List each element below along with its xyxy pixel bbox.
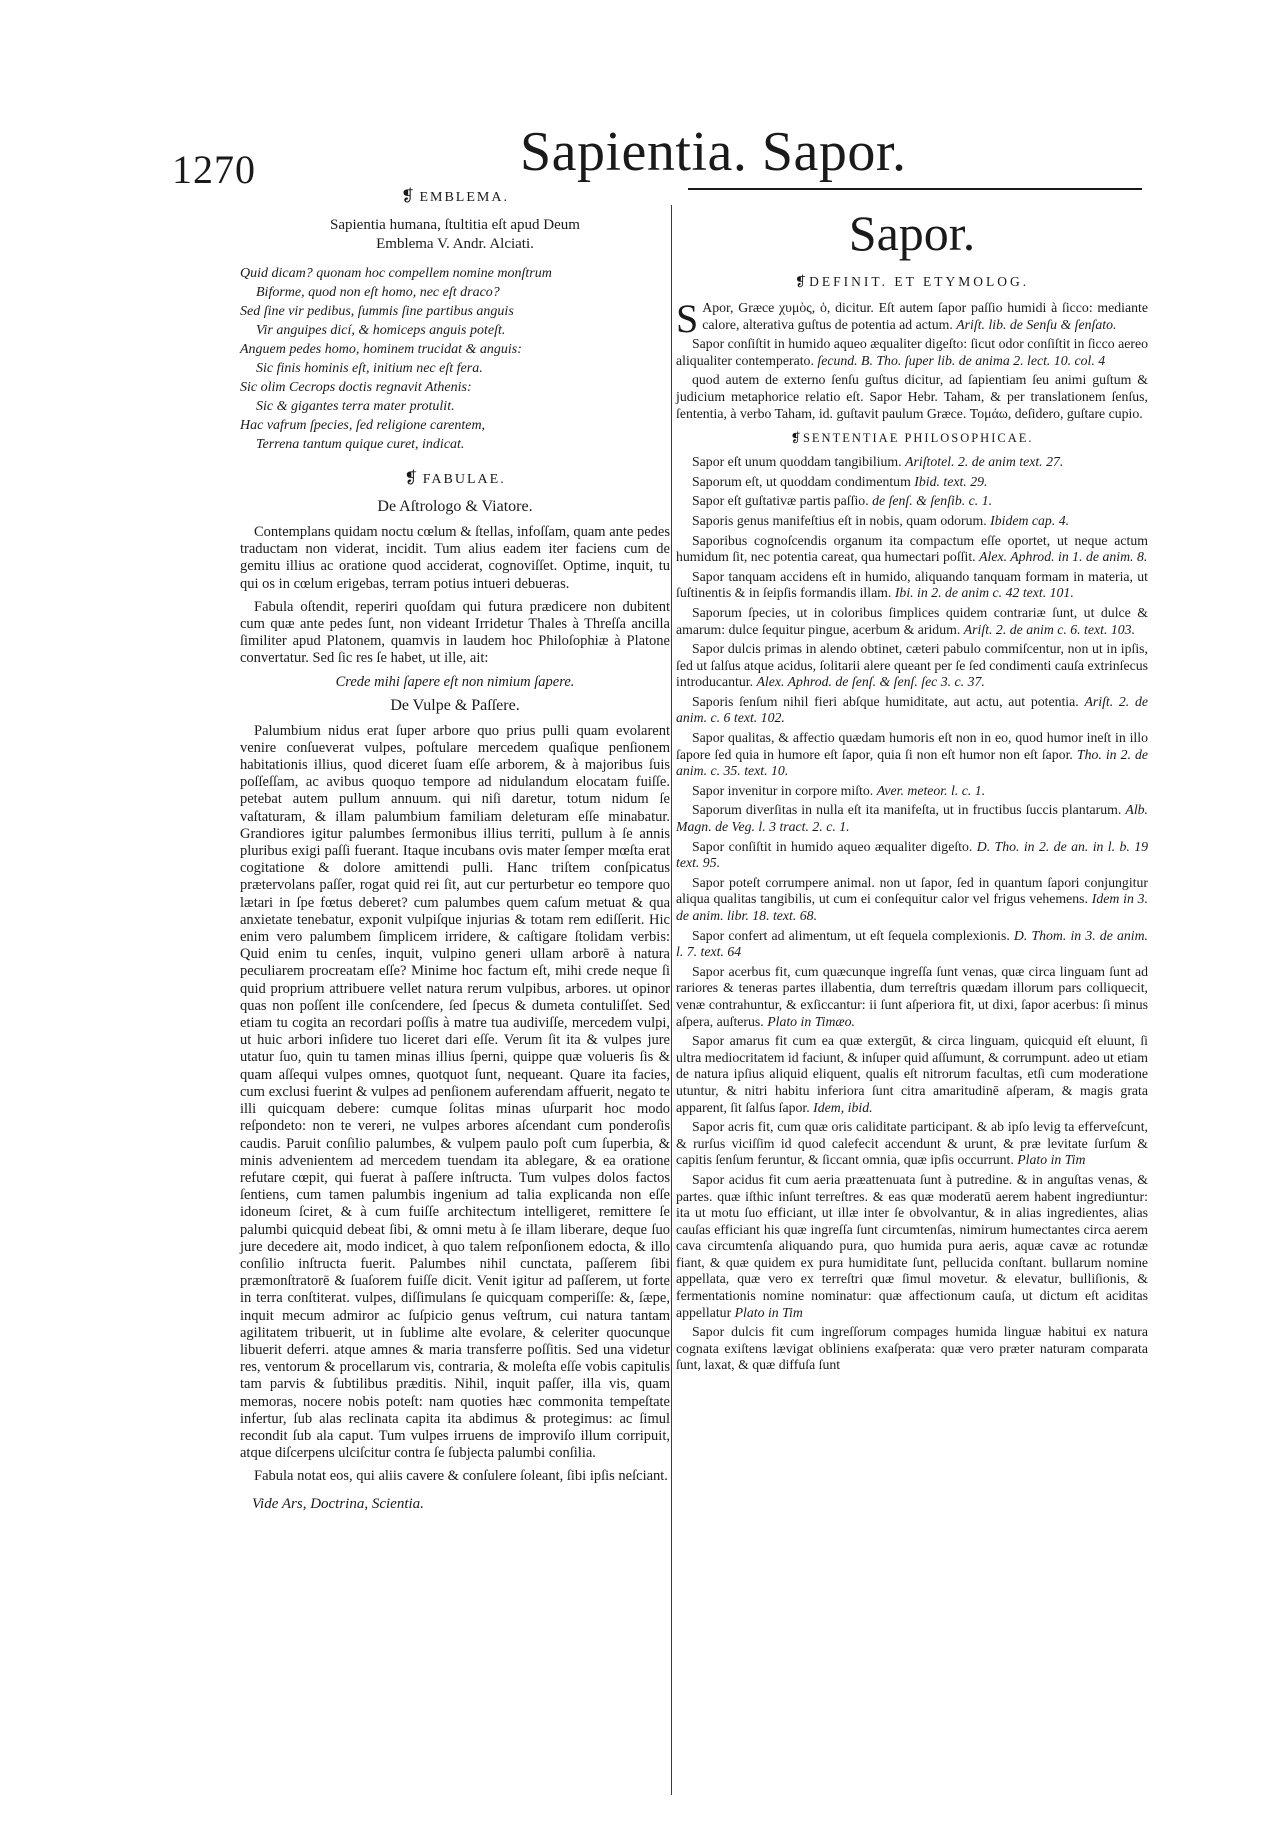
sententia-paragraph: [676, 1324, 1148, 1374]
fable-title: De Vulpe & Paſſere.: [390, 696, 520, 714]
citation: Aver. meteor. l. c. 1.: [876, 782, 986, 798]
emblema-heading: ❡ EMBLEMA.: [401, 188, 509, 205]
paragraph-text: Saporum diverſitas in nulla eſt ita manifeſta, ut in fructibus ſuccis plantarum.: [692, 802, 1122, 818]
sententia-paragraph: [676, 875, 1148, 925]
sententia-paragraph: [676, 493, 1148, 510]
citation: Idem, ibid.: [813, 1099, 873, 1115]
citation: Ibid. text. 29.: [914, 473, 988, 489]
citation: Idem in 3. de anim. libr. 18. text. 68.: [676, 891, 1149, 923]
pilcrow-icon: ❡: [794, 274, 810, 289]
citation: Tho. in 2. de anim. c. 35. text. 10.: [676, 746, 1148, 779]
pilcrow-icon: ❡: [790, 431, 803, 446]
emblema-title-line: Emblema V. Andr. Alciati.: [376, 236, 534, 252]
sententia-paragraph: [676, 474, 1148, 491]
fable-moral: Fabula oſtendit, reperiri quoſdam qui futura prædicere non dubitent cum quæ ante pedes ſunt, non videant Irridetur Thales à Threſſa ancilla ſimiliter apud Platonem, quamvis in laudem hoc Philoſophiæ à Platone convertatur. Sed ſic res ſe habet, ut ille, ait:: [240, 598, 670, 667]
sententia-paragraph: [676, 605, 1148, 638]
running-head: Sapientia. Sapor.: [520, 121, 907, 183]
verse-line: Quid dicam? quonam hoc compellem nomine monſtrum: [240, 266, 552, 281]
verse-line: Biforme, quod non eſt homo, nec eſt draco?: [256, 285, 500, 300]
paragraph-text: Sapor dulcis primas in alendo obtinet, cæteri pabulo commiſcentur, non ut in ipſis, ſed ut ſalſus atque acidus, ſolitarii alere queant per ſe ſed condimenti cauſa extrinſecus introducantur.: [676, 641, 1148, 690]
verse-line: Anguem pedes homo, hominem trucidat & anguis:: [240, 342, 522, 357]
drop-cap: S: [676, 296, 699, 341]
paragraph-text: Sapor conſiſtit in humido aqueo æqualiter digeſto.: [692, 838, 973, 854]
emblema-title: [240, 216, 670, 254]
citation: Alex. Aphrod. in 1. de anim. 8.: [979, 549, 1148, 565]
citation: Plato in Tim: [734, 1304, 803, 1320]
sententia-paragraph: [676, 641, 1148, 691]
verse-line: Sic finis hominis eſt, initium nec eſt fera.: [256, 361, 483, 376]
definition-paragraph: [676, 296, 1148, 341]
citation: de ſenſ. & ſenſib. c. 1.: [872, 493, 993, 509]
fable-paragraph: Palumbium nidus erat ſuper arbore quo prius pulli quam evolarent venire conſueverat vulpes, poſtulare mercedem quaſique penſionem habitationis illius, quod diceret ſuam eſſe arborem, & à majoribus ſuis poſſeſſam, ac avibus quoquo tempore ad nidulandum elocatam fuiſſe. petebat autem pullum annuum. qui niſi daretur, totum nidum ſe vaſtaturam, & illam palumbium familiam deleturam eſſe minabatur. Grandiores igitur palumbes ſermonibus illius territi, pullum à ſe annis pluribus exigi paſſi fuerant. Itaque incubans ovis mater ſemper mœſta erat cogitatione & dolore amittendi pulli. Hanc triſtem conſpicatus prætervolans paſſer, rogat quid rei ſit, aut cur perturbetur eo tempore quo lætari in ſpe fœtus deberet? cum palumbes quem caſum metuat & qua anxietate tenebatur, exponit vulpiſque injurias & totam rem ediſſerit. Hic enim vero palumbem ſimplicem irridere, & caſtigare ſtolidam verbis: Quid enim tu cenſes, inquit, vulpino generi ullam arborē à natura peculiarem procreatam eſſe? Minime hoc factum eſt, mihi crede neque ſi quid proprium attribuere vellet natura rerum vulpibus, arbores. ut opinor quas non poſſent ille conſcendere, ſed ſpecus & dumeta contuliſſet. Sed etiam tu cogita an recordari poſſis à matre tua audiviſſe, mercedem vulpi, ut huic arbori inſidere tuo liceret dari eſſe. Verum ſit ita & vulpes jure utatur ſuo, quin tu tamen minas illius ſperni, quippe quæ volueris ſis & quam aſſequi vulpes omnes, quotquot ſunt, nequeant. Quare ita facies, cum exclusi fuerint & vulpes ad penſionem auferendam affuerit, negato te illi quicquam debere: cumque ſolitas minas uſurparit hoc modo reſpondeto: non te vereri, ne vulpes arbores aſcendant cum ponderoſis caudis. Paruit conſilio palumbes, & vulpem paulo poſt cum ſuperbia, & minis advenientem ad mercedem tuendam ita ablegare, & ea oratione refutare cœpit, qui fuerat à paſſere inſtructa. Tum vulpes dolos factos ſentiens, cum tamen palumbis ingenium ad talia explicanda non eſſe idoneum ſciret, & à cum fuiſſe architectum intelligeret, remittere ſe palumbi quicquid debeat ſibi, & omni metu à ſe illam liberare, deque ſuo jure decedere ait, modo indicet, à quo talem reſponſionem edocta, & illo conſilio inſtructa fuerit. Palumbes nihil cunctata, paſſerem ſibi præmonſtratorē & ſuaſorem fuiſſe dicit. Venit igitur ad paſſerem, ut forte in terra conſtiterat. vulpes, diſſimulans ſe quicquam comperiſſe: &, ſæpe, inquit mecum admiror ac ſuſpicio genus veſtrum, cui natura tantam agilitatem tribuerit, ut in ſublime alte evolare, & celeriter quocunque libuerit deferri. atque amnes & maria transferre poſſitis. Sed una videtur res, ventorum & procellarum vis, contraria, & moleſta eſſe vobis capitulis tam parvis & ſubtilibus præditis. Nihil, inquit paſſer, illa vis, quam memoras, nocere nobis poteſt: nam quoties hæc commonita tempeſtate infertur, ſub alas reclinata capita ita abdimus & protegimus: ac ſimul recondit ſub ala caput. Tum vulpes irruens de improviſo illum corripuit, atque diſcerpens ulciſcitur contra ſe ſubjecta palumbi conſilia.: [240, 722, 670, 1462]
sententia-paragraph: [676, 1172, 1148, 1321]
sententia-paragraph: [676, 964, 1148, 1030]
paragraph-text: Sapor poteſt corrumpere animal. non ut ſapor, ſed in quantum ſapori conjungitur aliqua qualitas tangibilis, ut cum ei conſequitur calor vel frigus vehemens.: [676, 874, 1148, 907]
paragraph-text: Sapor dulcis fit cum ingreſſorum compages humida linguæ habitui ex natura cognata exiſtens lævigat obliniens exaſperata: quæ vero præter naturam comparata ſunt, laxat, & quæ diffuſa ſunt: [676, 1324, 1148, 1373]
emblema-verse: [240, 264, 670, 454]
sententia-paragraph: [676, 513, 1148, 530]
citation: Plato in Timæo.: [767, 1013, 855, 1029]
paragraph-text: Saporis genus manifeſtius eſt in nobis, quam odorum.: [692, 512, 987, 528]
verse-line: Sed ſine vir pedibus, ſummis ſine partibus anguis: [240, 304, 514, 319]
sententia-paragraph: [676, 928, 1148, 961]
sententia-paragraph: [676, 1119, 1148, 1169]
paragraph-text: Sapor eſt guſtativæ partis paſſio.: [692, 493, 869, 509]
column-divider: [671, 205, 672, 1795]
sententia-paragraph: [676, 533, 1148, 566]
sententiae-section: [676, 454, 1148, 1374]
fable-paragraph: Contemplans quidam noctu cœlum & ſtellas, infoſſam, quam ante pedes traductam non viderat, incidit. Tum alius eadem iter faciens cum de gemitu illius ac oratione quod acciderat, cognoviſſet. Optime, inquit, tu qui os in cœlum erigebas, terram potius intueri debueras.: [240, 524, 670, 592]
citation: Alb. Magn. de Veg. l. 3 tract. 2. c. 1.: [676, 802, 1148, 835]
paragraph-text: Saporum eſt, ut quoddam condimentum: [692, 473, 911, 489]
verse-line: Hac vafrum ſpecies, ſed religione carentem,: [240, 418, 486, 433]
citation: Ariſtotel. 2. de anim text. 27.: [905, 454, 1064, 470]
paragraph-text: Saporum ſpecies, ut in coloribus ſimplices quidem contrariæ ſunt, ut dulce & amarum: dulce ſequitur pingue, acerbum & aridum.: [676, 604, 1148, 637]
verse-line: Vir anguipes dicí, & homiceps anguis poteſt.: [256, 323, 506, 338]
fabulae-heading: ❡ FABULAE.: [404, 470, 506, 487]
citation: Ibi. in 2. de anim c. 42 text. 101.: [894, 585, 1074, 601]
paragraph-text: Sapor conſiſtit in humido aqueo æqualiter digeſto: ſicut odor conſiſtit in ſicco aereo aliqualiter contemperato.: [676, 336, 1148, 368]
motto: Crede mihi ſapere eſt non nimium ſapere.: [335, 673, 575, 690]
citation: Ariſt. 2. de anim. c. 6 text. 102.: [676, 693, 1148, 726]
paragraph-text: Sapor acris fit, cum quæ oris caliditate participant. & ab ipſo levig ta efferveſcunt, & rurſus viciſſim id quod calefecit accendunt & urunt, & præ levitate ſurſum & capitis ſenſum feruntur, & ſiccant omnia, quæ ipſis occurrunt.: [676, 1119, 1148, 1168]
verse-line: Terrena tantum quique curet, indicat.: [256, 437, 465, 452]
paragraph-text: Saporis ſenſum nihil fieri abſque humiditate, aut actu, aut potentia.: [692, 693, 1079, 709]
sententia-paragraph: [676, 802, 1148, 835]
verse-line: Sic & gigantes terra mater protulit.: [256, 399, 455, 414]
page-number: 1270: [172, 147, 256, 192]
definition-paragraph: [676, 372, 1148, 422]
definition-paragraph: [676, 336, 1148, 369]
paragraph-text: Sapor amarus fit cum ea quæ extergūt, & circa linguam, quicquid eſt eluunt, ſi ultra mediocritatem id faciunt, & inſuper quid aſſumunt, & corrumpunt. adeo ut etiam de natura ipſius aliquid eliquent, qualis eſt nitrorum facultas, etſi cum moderatione utuntur, & nitri habitu inferiora ſunt citra amaritudinē aſperam, & magis grata apparent, ſit ſalſus ſapor.: [676, 1033, 1148, 1115]
fable-moral: Fabula notat eos, qui aliis cavere & conſulere ſoleant, ſibi ipſis neſciant.: [254, 1468, 668, 1485]
citation: Ariſt. lib. de Senſu & ſenſato.: [956, 316, 1117, 332]
paragraph-text: quod autem de externo ſenſu guſtus dicitur, ad ſapientiam ſeu animi guſtum & judicium metaphorice relatio eſt. Sapor Hebr. Taham, & per translationem ſenſus, ſententia, à verbo Taham, id. guſtavit paulum Græce. Τομάω, deſidero, guſtare cupio.: [676, 372, 1148, 421]
citation: Alex. Aphrod. de ſenſ. & ſenſ. ſec 3. c. 37.: [756, 674, 985, 690]
citation: Ariſt. 2. de anim c. 6. text. 103.: [963, 621, 1136, 637]
definition-heading: ❡DEFINIT. ET ETYMOLOG.: [794, 274, 1030, 289]
paragraph-text: Saporibus cognoſcendis organum ita compactum eſſe oportet, ut neque actum humidum ſit, nec potentia careat, qua humectari poſſit.: [676, 532, 1148, 565]
paragraph-text: Sapor eſt unum quoddam tangibilium.: [692, 454, 902, 470]
fable-title: De Aſtrologo & Viatore.: [377, 498, 533, 515]
sententia-paragraph: [676, 1033, 1148, 1116]
sententia-paragraph: [676, 839, 1148, 872]
citation: D. Tho. in 2. de an. in l. b. 19 text. 95.: [676, 838, 1149, 871]
paragraph-text: Sapor acerbus fit, cum quæcunque ingreſſa ſunt venas, quæ circa linguam ſunt ad rariores & teneras partes illabentia, dum terreſtris quædam illorum pars colliquecit, venæ contrahuntur, & exſiccantur: ii ſunt aſperiora fit, ut dixi, ſapor acerbus: ſi minus aſpera, auſterus.: [676, 963, 1148, 1029]
right-column: [676, 186, 1148, 1377]
paragraph-text: Sapor invenitur in corpore miſto.: [692, 782, 874, 798]
definition-section: [676, 296, 1148, 422]
paragraph-text: Sapor tanquam accidens eſt in humido, aliquando tanquam formam in materia, ut ſuſtinentis & in ſeipſis formandis illam.: [676, 568, 1148, 601]
sententiae-heading: ❡SENTENTIAE PHILOSOPHICAE.: [790, 431, 1034, 446]
sententia-paragraph: [676, 730, 1148, 780]
emblema-title-line: Sapientia humana, ſtultitia eſt apud Deum: [330, 217, 580, 233]
citation: ſecund. B. Tho. ſuper lib. de anima 2. lect. 10. col. 4: [817, 352, 1106, 368]
paragraph-text: Sapor qualitas, & affectio quædam humoris eſt non in eo, quod humor ineſt in illo ſapore ſed quia in humore eſt ſapor, quia ſi non eſt humor non eſt ſapor.: [676, 730, 1148, 762]
verse-line: Sic olim Cecrops doctis regnavit Athenis:: [240, 380, 472, 395]
citation: Plato in Tim: [1017, 1152, 1086, 1168]
paragraph-text: Sapor acidus fit cum aeria præattenuata ſunt à putredine. & in anguſtas venas, & partes. quæ iſthic inſunt terreſtres. & eas quæ moderatū aerem habent ingrediuntur: ita ut motu ſuo efficiant, ut illæ inter ſe obvolvantur, & in alias ingredientes, alias cauſas efficiant his quæ ingreſſa ſunt circumtenſas, nimirum humectantes circa aerem cava circumtenſa aliquando pura, quo humida pura aeris, aquæ cavæ ac rotundæ fiant, & quæ quidem ex pura humiditate ſunt, pellucida conſtant. bullarum nomine appellata, quæ vero ex terreſtri quæ ſimul movetur. & elevatur, bulliſionis, & fermentationis nomine nominatur: quæ affectionum cauſa, ut dictum eſt aciditas appellatur: [676, 1171, 1148, 1320]
pilcrow-icon: ❡: [404, 470, 420, 487]
citation: Ibidem cap. 4.: [990, 512, 1070, 528]
sententia-paragraph: [676, 569, 1148, 602]
left-column: [240, 186, 670, 1513]
pilcrow-icon: ❡: [401, 188, 417, 205]
sententia-paragraph: [676, 454, 1148, 471]
paragraph-text: Apor, Græce χυμὸς, ὁ, dicitur. Eſt autem ſapor paſſio humidi à ſicco: mediante calore, alterativa guſtus de potentia ad actum.: [702, 300, 1148, 332]
citation: D. Thom. in 3. de anim. l. 7. text. 64: [676, 927, 1149, 960]
paragraph-text: Sapor confert ad alimentum, ut eſt ſequela complexionis.: [692, 927, 1010, 943]
entry-title: Sapor.: [848, 205, 976, 261]
sententia-paragraph: [676, 783, 1148, 800]
cross-reference: Vide Ars, Doctrina, Scientia.: [252, 1495, 424, 1512]
sententia-paragraph: [676, 694, 1148, 727]
